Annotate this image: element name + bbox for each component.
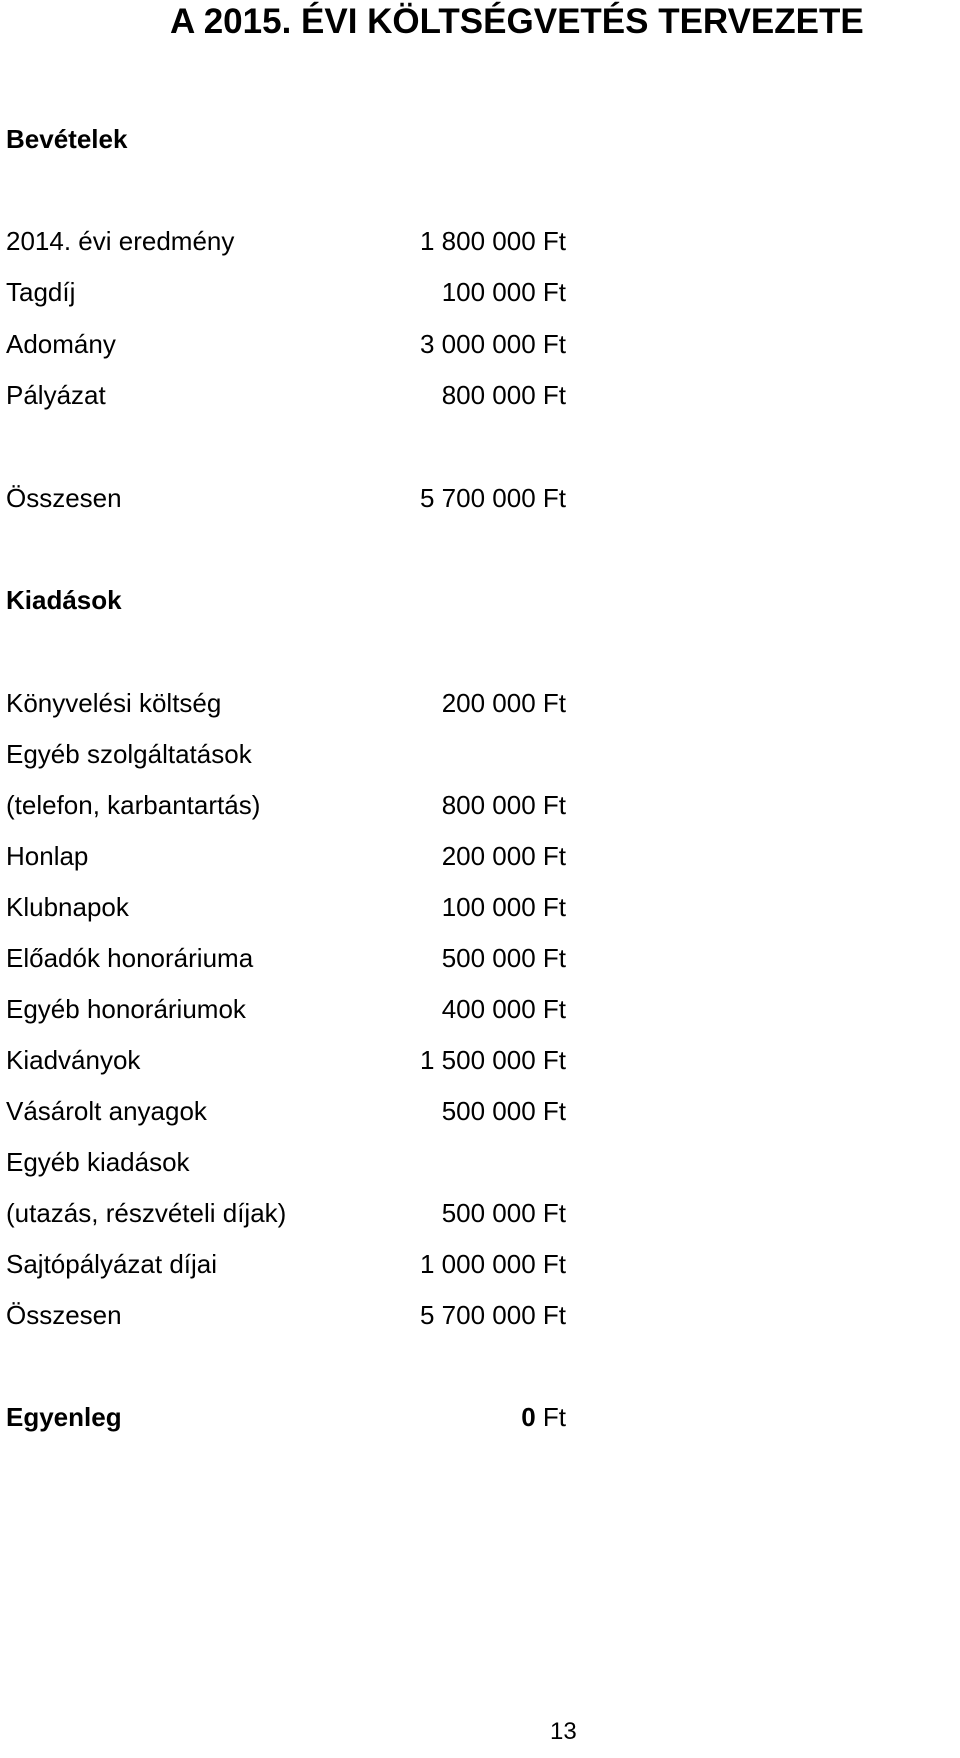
income-total-amount: 5 700 000 Ft bbox=[420, 483, 566, 513]
income-total-row bbox=[6, 483, 566, 523]
income-amount: 1 800 000 Ft bbox=[420, 226, 566, 256]
expense-row bbox=[6, 688, 566, 728]
expense-amount: 200 000 Ft bbox=[441, 688, 566, 718]
expense-amount: 200 000 Ft bbox=[441, 841, 566, 871]
expense-label: Előadók honoráriuma bbox=[6, 943, 254, 973]
expense-row bbox=[6, 739, 566, 779]
expense-row bbox=[6, 790, 566, 830]
expense-label: Kiadványok bbox=[6, 1045, 141, 1075]
income-row bbox=[6, 277, 566, 317]
page-title: A 2015. ÉVI KÖLTSÉGVETÉS TERVEZETE bbox=[170, 2, 864, 41]
expense-label: Egyéb szolgáltatások bbox=[6, 739, 252, 769]
income-amount: 800 000 Ft bbox=[441, 380, 566, 410]
expense-label: Klubnapok bbox=[6, 892, 129, 922]
expense-amount: 500 000 Ft bbox=[441, 1096, 566, 1126]
expense-row bbox=[6, 1147, 566, 1187]
income-label: Pályázat bbox=[6, 380, 106, 410]
expense-amount: 1 000 000 Ft bbox=[420, 1249, 566, 1279]
expense-row bbox=[6, 1198, 566, 1238]
expense-label: (telefon, karbantartás) bbox=[6, 790, 261, 820]
expense-row bbox=[6, 1096, 566, 1136]
income-amount: 3 000 000 Ft bbox=[420, 329, 566, 359]
expense-label: Honlap bbox=[6, 841, 89, 871]
income-row bbox=[6, 226, 566, 266]
expense-total-row bbox=[6, 1300, 566, 1340]
expense-row bbox=[6, 994, 566, 1034]
balance-unit: Ft bbox=[542, 1402, 566, 1432]
expense-amount: 100 000 Ft bbox=[441, 892, 566, 922]
expense-amount: 400 000 Ft bbox=[441, 994, 566, 1024]
expense-amount: 1 500 000 Ft bbox=[420, 1045, 566, 1075]
expense-total-label: Összesen bbox=[6, 1300, 122, 1330]
expense-row bbox=[6, 841, 566, 881]
expense-row bbox=[6, 1045, 566, 1085]
expense-label: (utazás, részvételi díjak) bbox=[6, 1198, 287, 1228]
expense-amount: 800 000 Ft bbox=[441, 790, 566, 820]
balance-amount bbox=[521, 1402, 566, 1433]
balance-label: Egyenleg bbox=[6, 1402, 122, 1432]
expense-amount: 500 000 Ft bbox=[441, 1198, 566, 1228]
expense-row bbox=[6, 943, 566, 983]
expenses-heading: Kiadások bbox=[6, 585, 122, 615]
expense-label: Egyéb honoráriumok bbox=[6, 994, 246, 1024]
balance-value: 0 bbox=[521, 1402, 536, 1432]
income-row bbox=[6, 380, 566, 420]
income-heading: Bevételek bbox=[6, 124, 128, 154]
income-amount: 100 000 Ft bbox=[441, 277, 566, 307]
income-label: Adomány bbox=[6, 329, 116, 359]
expense-row bbox=[6, 892, 566, 932]
income-label: Tagdíj bbox=[6, 277, 76, 307]
expense-label: Könyvelési költség bbox=[6, 688, 222, 718]
expense-label: Sajtópályázat díjai bbox=[6, 1249, 218, 1279]
page-number: 13 bbox=[550, 1718, 577, 1745]
balance-row bbox=[6, 1402, 566, 1442]
income-label: 2014. évi eredmény bbox=[6, 226, 235, 256]
income-row bbox=[6, 329, 566, 369]
expense-amount: 500 000 Ft bbox=[441, 943, 566, 973]
expense-row bbox=[6, 1249, 566, 1289]
expense-total-amount: 5 700 000 Ft bbox=[420, 1300, 566, 1330]
income-total-label: Összesen bbox=[6, 483, 122, 513]
expense-label: Egyéb kiadások bbox=[6, 1147, 190, 1177]
expense-label: Vásárolt anyagok bbox=[6, 1096, 207, 1126]
